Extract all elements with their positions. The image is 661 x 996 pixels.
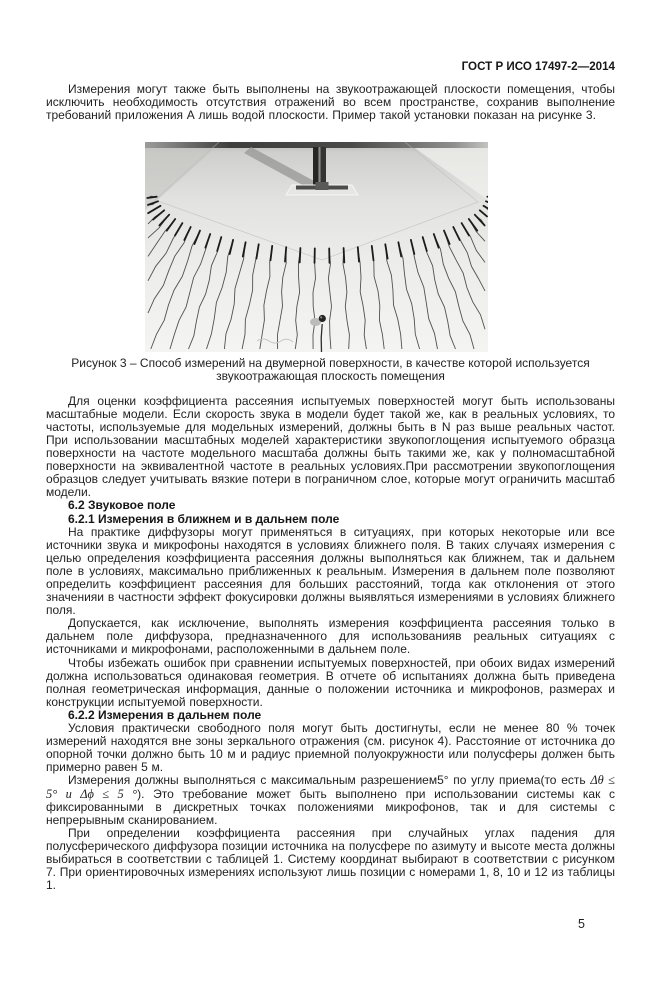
paragraph-measurements-on-reflecting-plane: Измерения могут также быть выполнены на звукоотражающей плоскости помещения, чтобы исключить необходимость отсутствия отражений во всем пространстве, сохранив выполнение требований приложения А лишь водой плоскости. Пример такой установки показан на рисунке 3. [46,83,615,122]
paragraph-free-field-conditions: Условия практически свободного поля могут быть достигнуты, если не менее 80 % точек измерений находятся вне зоны зеркального отражения (см. рисунок 4). Расстояние от источника до опорной точки должно быть 10 м и радиус приемной полуокружности или полусферы должен быть примерно равен 5 м. [46,722,615,774]
figure-3-photo [145,142,488,352]
paragraph-angular-resolution-text-b: ). Это требование может быть выполнено при использовании системы как с фиксированными в дискретных точках положениями микрофонов, так и для системы с непрерывным сканированием. [46,787,615,827]
source-pole-rod-left [313,147,319,188]
figure-3-caption: Рисунок 3 – Способ измерений на двумерной поверхности, в качестве которой используется звукоотражающая плоскость помещения [70,357,591,383]
angle-resolution-formula: Δθ ≤ 5° и Δϕ ≤ 5 ° [46,773,615,800]
paragraph-far-field-exception: Допускается, как исключение, выполнять измерения коэффициента рассеяния только в дальнем поле диффузора, предназначенного для использованияв реальных ситуациях с источниками и микрофонами, расположенными в дальнем поле. [46,617,615,656]
paragraph-source-positions-table1: При определении коэффициента рассеяния при случайных углах падения для полусферического диффузора позиции источника на полусфере по азимуту и высоте места должны выбираться в соответствии с таблицей 1. Систему координат выбирают в соответствии с рисунком 7. При ориентировочных измерениях используют лишь позиции с номерами 1, 8, 10 и 12 из таблицы 1. [46,827,615,892]
paragraph-near-far-field: На практике диффузоры могут применяться в ситуациях, при которых некоторые или все источники звука и микрофоны находятся в условиях ближнего поля. В таких случаях измерения с целью определения коэффициента рассеяния должны выполняться как ближнем, так и дальнем поле в условиях, максимально приближенных к реальным. Измерения в дальнем поле позволяют определить коэффициент рассеяния для больших расстояний, тогда как отклонения от этого значенияи в частности эффект фокусировки должны выявляться измерениями в условиях ближнего поля. [46,526,615,618]
pole-base-hub [316,182,329,190]
source-pole-rod-right [321,147,327,188]
paragraph-angular-resolution [46,774,615,826]
section-heading-6-2: 6.2 Звуковое поле [46,499,615,512]
paragraph-angular-resolution-text-a: Измерения должны выполняться с максимальным разрешением5° по углу приема(то есть [68,773,590,787]
text-column [0,60,661,892]
paragraph-scale-models: Для оценки коэффициента рассеяния испытуемых поверхностей могут быть использованы масштабные модели. Если скорость звука в модели будет такой же, как в реальных условиях, то частоты, используемые для модельных измерений, должны быть в N раз выше реальных частот. При использовании масштабных моделей характеристики звукопоглощения испытуемого образца поверхности на частоте модельного масштаба должны быть такими же, как у полномасштабной поверхности на эквивалентной частоте в реальных условиях.При рассмотрении звукопоглощения образцов следует учитывать вязкие потери в пограничном слое, которые могут ограничить масштаб модели. [46,395,615,500]
source-pole-gap [319,147,321,188]
measurement-setup-photo [145,142,488,352]
document-page [0,60,661,996]
section-heading-6-2-2: 6.2.2 Измерения в дальнем поле [46,709,615,722]
paragraph-identical-geometry: Чтобы избежать ошибок при сравнении испытуемых поверхностей, при обоих видах измерений должна использоваться одинаковая геометрия. В отчете об испытаниях должна быть приведена полная геометрическая информация, данные о положении источника и микрофонов, размерах и конструкции испытуемой поверхности. [46,657,615,709]
page-number: 5 [578,917,585,931]
standard-designation-header: ГОСТ Р ИСО 17497-2—2014 [46,60,615,74]
section-heading-6-2-1: 6.2.1 Измерения в ближнем и в дальнем поле [46,513,615,526]
